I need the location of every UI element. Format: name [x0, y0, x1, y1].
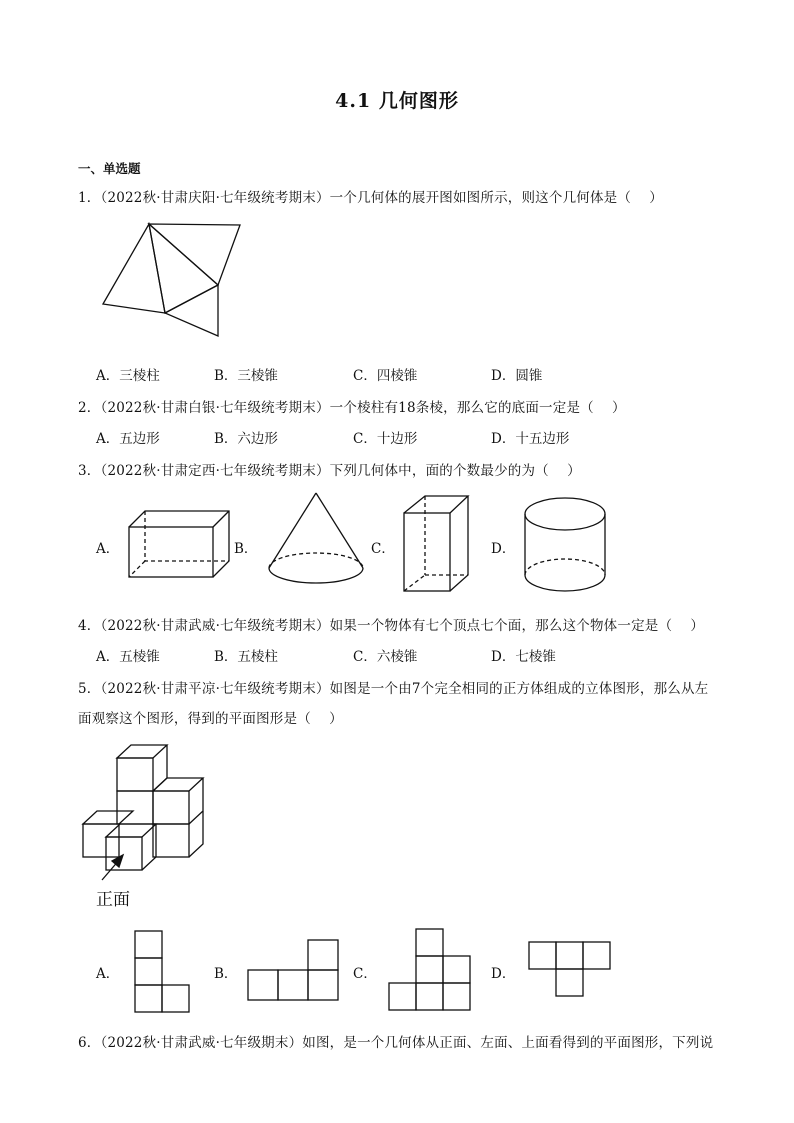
question-5-text-line-1: 5．（2022秋·甘肃平凉·七年级统考期末）如图是一个由7个完全相同的正方体组成的立体图形，那么从左	[78, 681, 709, 697]
q5-option-a-view	[135, 931, 189, 1012]
q5-option-d-view	[529, 942, 610, 996]
q3-option-a[interactable]: A．	[96, 541, 120, 557]
q5-option-a[interactable]: A．	[96, 966, 120, 982]
q5-option-c-view	[389, 929, 470, 1010]
q5-option-b[interactable]: B．	[214, 966, 238, 982]
section-heading: 一、单选题	[78, 161, 141, 176]
question-6-text: 6．（2022秋·甘肃武威·七年级期末）如图，是一个几何体从正面、左面、上面看得到的平面图形，下列说	[78, 1035, 714, 1051]
q3-option-c[interactable]: C．	[371, 541, 395, 557]
question-5-text-line-2: 面观察这个图形，得到的平面图形是（ ）	[78, 711, 343, 727]
q3-option-d[interactable]: D．	[491, 541, 516, 557]
question-1-text: 1．（2022秋·甘肃庆阳·七年级统考期末）一个几何体的展开图如图所示，则这个几何体是（ ）	[78, 190, 663, 206]
q1-option-a[interactable]: A．三棱柱	[96, 368, 160, 384]
page-title: 4.1 几何图形	[335, 90, 459, 112]
q4-option-d[interactable]: D．七棱锥	[491, 649, 556, 665]
question-4-text: 4．（2022秋·甘肃武威·七年级统考期末）如果一个物体有七个顶点七个面，那么这个物体一定是（ ）	[78, 618, 705, 634]
q5-option-c[interactable]: C．	[353, 966, 377, 982]
q2-option-d[interactable]: D．十五边形	[491, 431, 570, 447]
q5-option-b-view	[248, 940, 338, 1000]
q1-option-d[interactable]: D．圆锥	[491, 368, 543, 384]
q2-option-a[interactable]: A．五边形	[96, 431, 160, 447]
q4-option-c[interactable]: C．六棱锥	[353, 649, 418, 665]
q3-option-b[interactable]: B．	[234, 541, 258, 557]
q2-option-c[interactable]: C．十边形	[353, 431, 418, 447]
q4-option-b[interactable]: B．五棱柱	[214, 649, 278, 665]
question-3-text: 3．（2022秋·甘肃定西·七年级统考期末）下列几何体中，面的个数最少的为（ ）	[78, 463, 581, 479]
q1-option-b[interactable]: B．三棱锥	[214, 368, 278, 384]
q4-option-a[interactable]: A．五棱锥	[96, 649, 160, 665]
front-view-label: 正面	[96, 890, 130, 910]
question-2-text: 2．（2022秋·甘肃白银·七年级统考期末）一个棱柱有18条棱，那么它的底面一定是（ ）	[78, 400, 626, 416]
q5-option-d[interactable]: D．	[491, 966, 516, 982]
q2-option-b[interactable]: B．六边形	[214, 431, 278, 447]
q1-option-c[interactable]: C．四棱锥	[353, 368, 418, 384]
